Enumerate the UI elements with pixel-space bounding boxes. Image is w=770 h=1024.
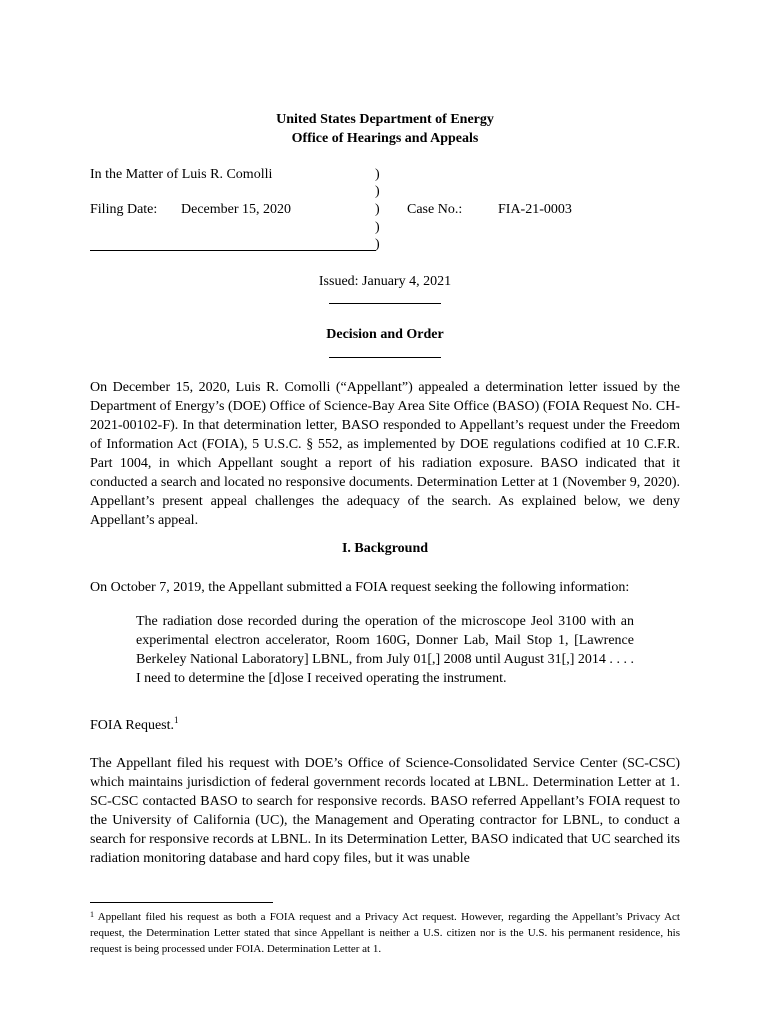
- caption-paren: ): [375, 237, 380, 252]
- block-quote: The radiation dose recorded during the operation of the microscope Jeol 3100 with an experimental electron accelerator, Room 160G, Donner Lab, Mail Stop 1, [Lawrence Berkeley National Laboratory] LBNL, from July 01[,] 2008 until August 31[,] 2014 . . . . I need to determine the [d]ose I received operating the instrument.: [136, 614, 634, 686]
- caption-paren: ): [375, 184, 380, 199]
- decision-divider: [329, 357, 441, 358]
- footnote-ref: 1: [174, 715, 179, 725]
- filing-date-label: Filing Date:: [90, 202, 158, 217]
- footnote-separator: [90, 902, 273, 903]
- agency-heading: United States Department of Energy: [276, 112, 494, 127]
- decision-title: Decision and Order: [326, 327, 444, 342]
- office-heading: Office of Hearings and Appeals: [291, 131, 479, 146]
- footnote: [90, 909, 680, 957]
- footnote-text: Appellant filed his request as both a FOIA request and a Privacy Act request. However, regarding the Appellant’s Privacy Act request, the Determination Letter stated that since Appellant is neither a U.S. citizen nor is the U.S. his permanent residence, his request is being processed under FOIA. Determination Letter at 1.: [90, 911, 680, 955]
- intro-paragraph: On December 15, 2020, Luis R. Comolli (“Appellant”) appealed a determination letter issued by the Department of Energy’s (DOE) Office of Science-Bay Area Site Office (BASO) (FOIA Request No. CH-2021-00102-F). In that determination letter, BASO responded to Appellant’s request under the Freedom of Information Act (FOIA), 5 U.S.C. § 552, as implemented by DOE regulations codified at 10 C.F.R. Part 1004, in which Appellant sought a report of his radiation exposure. BASO indicated that it conducted a search and located no responsive documents. Determination Letter at 1 (November 9, 2020). Appellant’s present appeal challenges the adequacy of the search. As explained below, we deny Appellant’s appeal.: [90, 380, 680, 528]
- background-paragraph: On October 7, 2019, the Appellant submitted a FOIA request seeking the following information:: [90, 580, 630, 595]
- section-heading: I. Background: [341, 541, 429, 556]
- case-number-label: Case No.:: [407, 202, 463, 217]
- issued-date: Issued: January 4, 2021: [318, 274, 452, 289]
- caption-paren: ): [375, 202, 380, 217]
- case-number-value: FIA-21-0003: [498, 202, 572, 217]
- foia-request-citation: [90, 715, 179, 734]
- caption-underline: [90, 250, 376, 251]
- filing-date-value: December 15, 2020: [181, 202, 292, 217]
- issued-divider: [329, 303, 441, 304]
- footnote-number: 1: [90, 910, 94, 919]
- caption-paren: ): [375, 220, 380, 235]
- foia-request-label: FOIA Request.: [90, 718, 174, 733]
- caption-paren: ): [375, 167, 380, 182]
- matter-title: In the Matter of Luis R. Comolli: [90, 167, 273, 182]
- sc-csc-paragraph: The Appellant filed his request with DOE’s Office of Science-Consolidated Service Center (SC-CSC) which maintains jurisdiction of federal government records located at LBNL. Determination Letter at 1. SC-CSC contacted BASO to search for responsive records. BASO referred Appellant’s FOIA request to the University of California (UC), the Management and Operating contractor for LBNL, to conduct a search for responsive records at LBNL. In its Determination Letter, BASO indicated that UC searched its radiation monitoring database and hard copy files, but it was unable: [90, 756, 680, 866]
